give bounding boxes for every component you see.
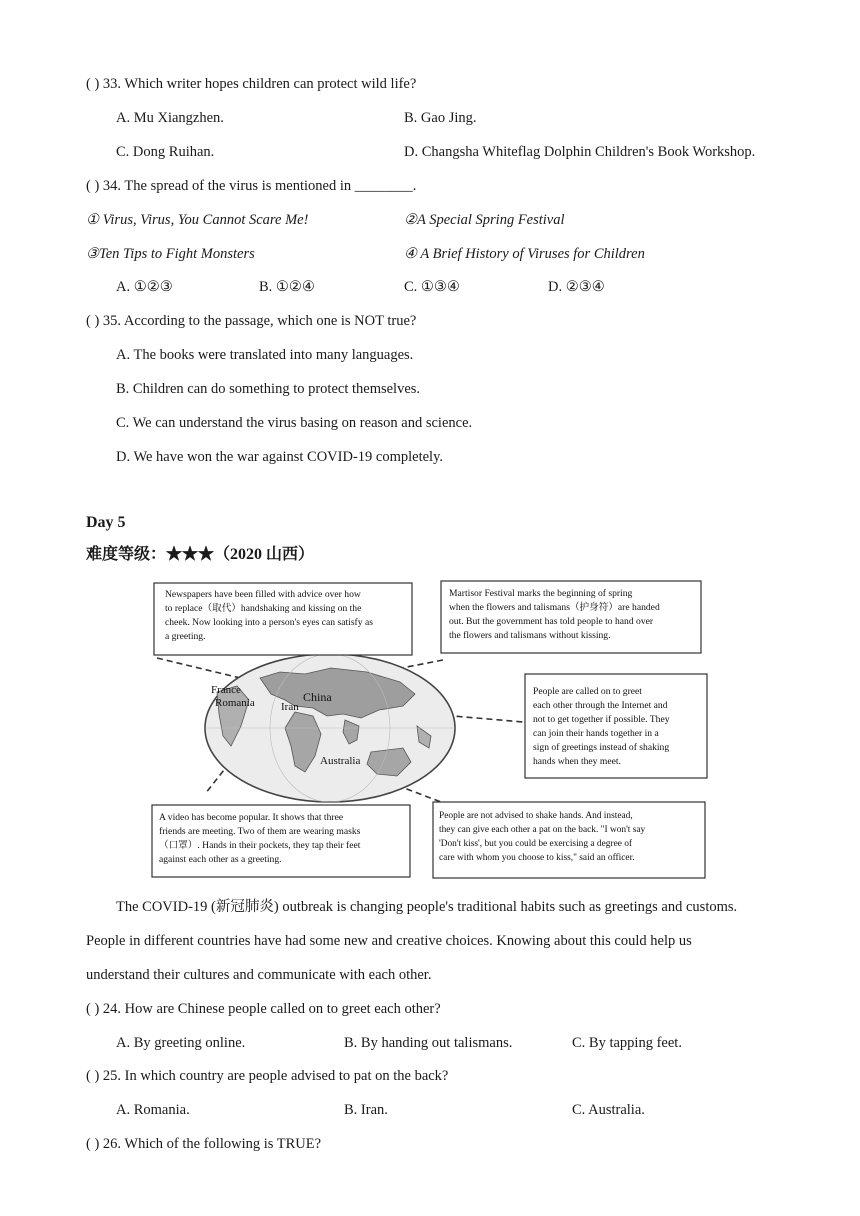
box-romania-line-1: Martisor Festival marks the beginning of spring (449, 588, 633, 599)
q25-option-a: A. Romania. (116, 1102, 190, 1118)
label-romania: Romania (215, 697, 255, 709)
box-iran (152, 805, 410, 877)
q34-item-1: ① Virus, Virus, You Cannot Scare Me! (86, 212, 309, 228)
greetings-world-map-figure (145, 576, 711, 882)
difficulty-line: 难度等级：★★★（2020 山西） (86, 546, 315, 563)
box-iran-line-4: against each other as a greeting. (159, 854, 282, 865)
box-australia-line-1: People are not advised to shake hands. And instead, (439, 811, 633, 821)
figure-svg (145, 576, 711, 882)
q33-option-c: C. Dong Ruihan. (116, 144, 215, 160)
q24-stem: ( ) 24. How are Chinese people called on to greet each other? (86, 1001, 441, 1017)
box-china-line-2: each other through the Internet and (533, 700, 668, 711)
q24-option-b: B. By handing out talismans. (344, 1035, 513, 1051)
box-france-line-3: cheek. Now looking into a person's eyes can satisfy as (165, 617, 373, 628)
q33-option-d: D. Changsha Whiteflag Dolphin Children's Book Workshop. (404, 144, 756, 160)
passage-line-1: The COVID-19 (新冠肺炎) outbreak is changing people's traditional habits such as greetings and customs. (116, 899, 738, 915)
q25-option-b: B. Iran. (344, 1102, 388, 1118)
box-iran-line-1: A video has become popular. It shows that three (159, 812, 344, 823)
q33-stem: ( ) 33. Which writer hopes children can protect wild life? (86, 76, 417, 92)
section-title: Day 5 (86, 514, 126, 531)
box-romania-line-3: out. But the government has told people to hand over (449, 616, 654, 627)
q33-option-a: A. Mu Xiangzhen. (116, 110, 224, 126)
box-australia (433, 802, 705, 878)
q34-option-a: A. ①②③ (116, 279, 173, 295)
box-france (154, 583, 412, 655)
q34-option-d: D. ②③④ (548, 279, 605, 295)
passage-line-2: People in different countries have had some new and creative choices. Knowing about this could help us (86, 933, 692, 949)
box-france-line-2: to replace（取代）handshaking and kissing on the (165, 603, 362, 614)
box-iran-line-3: （口罩）. Hands in their pockets, they tap their feet (159, 840, 361, 851)
box-china (525, 674, 707, 778)
box-romania-line-4: the flowers and talismans without kissing. (449, 630, 611, 641)
q33-option-b: B. Gao Jing. (404, 110, 477, 126)
box-china-line-5: sign of greetings instead of shaking (533, 742, 670, 753)
passage-line-3: understand their cultures and communicate with each other. (86, 967, 432, 983)
box-australia-line-3: 'Don't kiss', but you could be exercising a degree of (439, 839, 633, 849)
q34-option-c: C. ①③④ (404, 279, 460, 295)
q34-option-b: B. ①②④ (259, 279, 315, 295)
box-france-line-1: Newspapers have been filled with advice over how (165, 589, 361, 600)
q35-stem: ( ) 35. According to the passage, which one is NOT true? (86, 313, 417, 329)
q35-option-b: B. Children can do something to protect themselves. (116, 381, 421, 397)
box-china-line-4: can join their hands together in a (533, 728, 659, 739)
box-china-line-1: People are called on to greet (533, 686, 642, 697)
q25-stem: ( ) 25. In which country are people advised to pat on the back? (86, 1068, 449, 1084)
q35-option-c: C. We can understand the virus basing on reason and science. (116, 415, 473, 431)
q34-item-4: ④ A Brief History of Viruses for Children (404, 246, 645, 262)
box-france-line-4: a greeting. (165, 631, 206, 642)
q24-option-a: A. By greeting online. (116, 1035, 246, 1051)
q24-option-c: C. By tapping feet. (572, 1035, 682, 1051)
q35-option-d: D. We have won the war against COVID-19 completely. (116, 449, 444, 465)
box-australia-line-2: they can give each other a pat on the back. "I won't say (439, 825, 646, 835)
world-map (205, 654, 455, 802)
q34-stem: ( ) 34. The spread of the virus is mentioned in ________. (86, 178, 417, 194)
box-china-line-6: hands when they meet. (533, 756, 621, 767)
q26-stem: ( ) 26. Which of the following is TRUE? (86, 1136, 322, 1152)
label-iran: Iran (281, 701, 299, 713)
q34-item-2: ②A Special Spring Festival (404, 212, 565, 228)
box-iran-line-2: friends are meeting. Two of them are wearing masks (159, 826, 361, 837)
q25-option-c: C. Australia. (572, 1102, 645, 1118)
box-romania-line-2: when the flowers and talismans（护身符）are handed (449, 602, 660, 613)
box-australia-line-4: care with whom you choose to kiss," said an officer. (439, 853, 635, 863)
label-australia: Australia (320, 755, 361, 767)
box-china-line-3: not to get together if possible. They (533, 714, 670, 725)
box-romania (441, 581, 701, 653)
q34-item-3: ③Ten Tips to Fight Monsters (86, 246, 255, 262)
label-china: China (303, 690, 332, 704)
label-france: France (211, 684, 241, 696)
q35-option-a: A. The books were translated into many languages. (116, 347, 414, 363)
